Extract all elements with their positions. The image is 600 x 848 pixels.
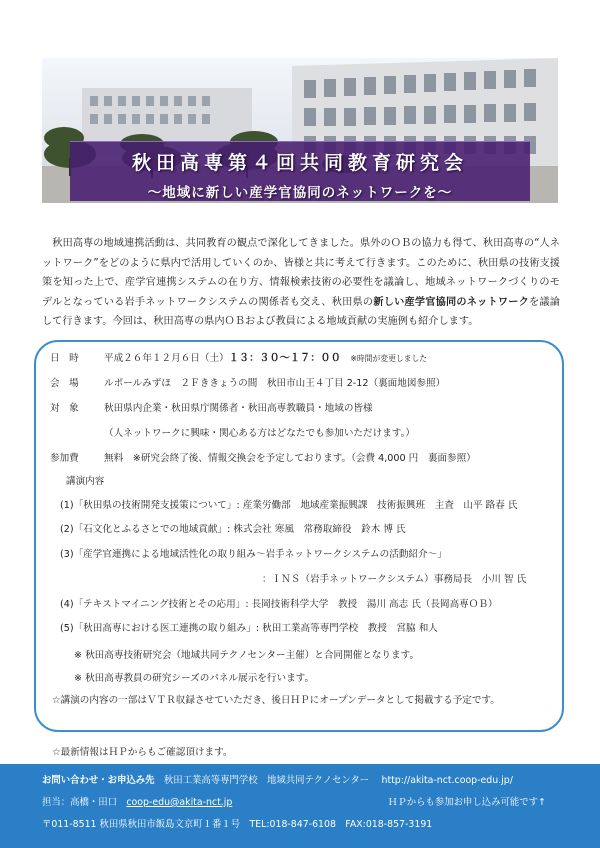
date-row	[104, 352, 427, 366]
lectures-heading: 講演内容	[66, 476, 105, 487]
email-link[interactable]: coop-edu@akita-nct.jp	[126, 797, 233, 808]
intro-text: 秋田高専の地域連携活動は、共同教育の観点で深化してきました。県外のＯＢの協力も得て、秋田高専の“人ネットワーク”をどのように県内で活用していくのか、皆様と共に考えて行きます。このために、秋田県の技術支援策を知った上で、産学官連携システムの在り方、情報検索技術の必要性を議論し、地域ネットワークづくりのモデルとなっている岩手ネットワークシステムの関係者も交え、秋田県の	[42, 238, 560, 308]
fee-label: 参加費	[50, 453, 79, 464]
target-label: 対 象	[50, 403, 79, 414]
target-value-note: （人ネットワークに興味・関心ある方はどなたでも参加いただけます。）	[104, 428, 416, 439]
address-line: 〒011-8511 秋田県秋田市飯島文京町１番１号 TEL:018-847-6108 FAX:018-857-3191	[42, 819, 433, 830]
contact-person: 担当：高橋・田口	[42, 797, 118, 808]
note-panel-display: ※ 秋田高専教員の研究シーズのパネル展示を行います。	[74, 673, 315, 684]
intro-text-end: を議論して行きます。今回は、秋田高専の県内ＯＢおよび教員による地域貢献の実施例も紹介します。	[42, 296, 560, 327]
lecture-item-1: (1)「秋田県の技術開発支援策について」: 産業労働部 地域産業振興課 技術振興班 主査 山平 路春 氏	[60, 500, 518, 511]
lecture-item-2: (2)「石文化とふるさとでの地域貢献」: 株式会社 寒風 常務取締役 鈴木 博 氏	[60, 524, 406, 535]
event-title-band	[70, 141, 530, 201]
contact-row	[42, 774, 513, 788]
intro-highlight: 新しい産学官協同のネットワーク	[373, 296, 530, 308]
note-vtr-recording: ☆講演の内容の一部はＶＴＲ収録させていただき、後日ＨＰにオープンデータとして掲載する予定です。	[52, 695, 500, 706]
hp-application-note: ＨＰからも参加お申し込み可能です↑	[388, 797, 546, 808]
venue-value: ルポールみずほ ２Ｆききょうの間 秋田市山王４丁目 2-12（裏面地図参照）	[104, 378, 446, 389]
target-value: 秋田県内企業・秋田県庁関係者・秋田高専教職員・地域の皆様	[104, 403, 373, 414]
event-subtitle: ～地域に新しい産学官協同のネットワークを～	[147, 185, 453, 201]
lecture-item-4: (4)「テキストマイニング技術とその応用」: 長岡技術科学大学 教授 湯川 高志 氏（長岡高専ＯＢ）	[60, 599, 498, 610]
event-title: 秋田高専第４回共同教育研究会	[131, 152, 468, 174]
latest-info-note: ☆最新情報はＨＰからもご確認頂けます。	[52, 747, 233, 758]
contact-footer	[0, 764, 600, 848]
date-note: ※時間が変更しました	[350, 354, 428, 363]
date-time: １３：３０～１７：００	[228, 353, 341, 364]
person-row	[42, 796, 232, 810]
lecture-item-3-speaker: ：ＩＮＳ（岩手ネットワークシステム）事務局長 小川 智 氏	[262, 574, 527, 585]
fee-value: 無料 ※研究会終了後、情報交換会を予定しております。（会費 4,000 円 裏面参照）	[104, 453, 476, 464]
note-joint-session: ※ 秋田高専技術研究会（地域共同テクノセンター主催）と合同開催となります。	[74, 650, 420, 661]
contact-label: お問い合わせ・お申込み先	[42, 775, 155, 786]
venue-label: 会 場	[50, 378, 79, 389]
date-label: 日 時	[50, 353, 79, 364]
date-value: 平成２６年１２月６日（土）	[104, 353, 229, 364]
contact-org: 秋田工業高等専門学校 地域共同テクノセンター	[163, 775, 370, 786]
lecture-item-3: (3)「産学官連携による地域活性化の取り組み～岩手ネットワークシステムの活動紹介～」	[60, 549, 447, 560]
intro-paragraph	[42, 234, 560, 332]
lecture-item-5: (5)「秋田高専における医工連携の取り組み」: 秋田工業高等専門学校 教授 宮脇 和人	[60, 623, 438, 634]
website-link[interactable]: http://akita-nct.coop-edu.jp/	[381, 775, 513, 786]
